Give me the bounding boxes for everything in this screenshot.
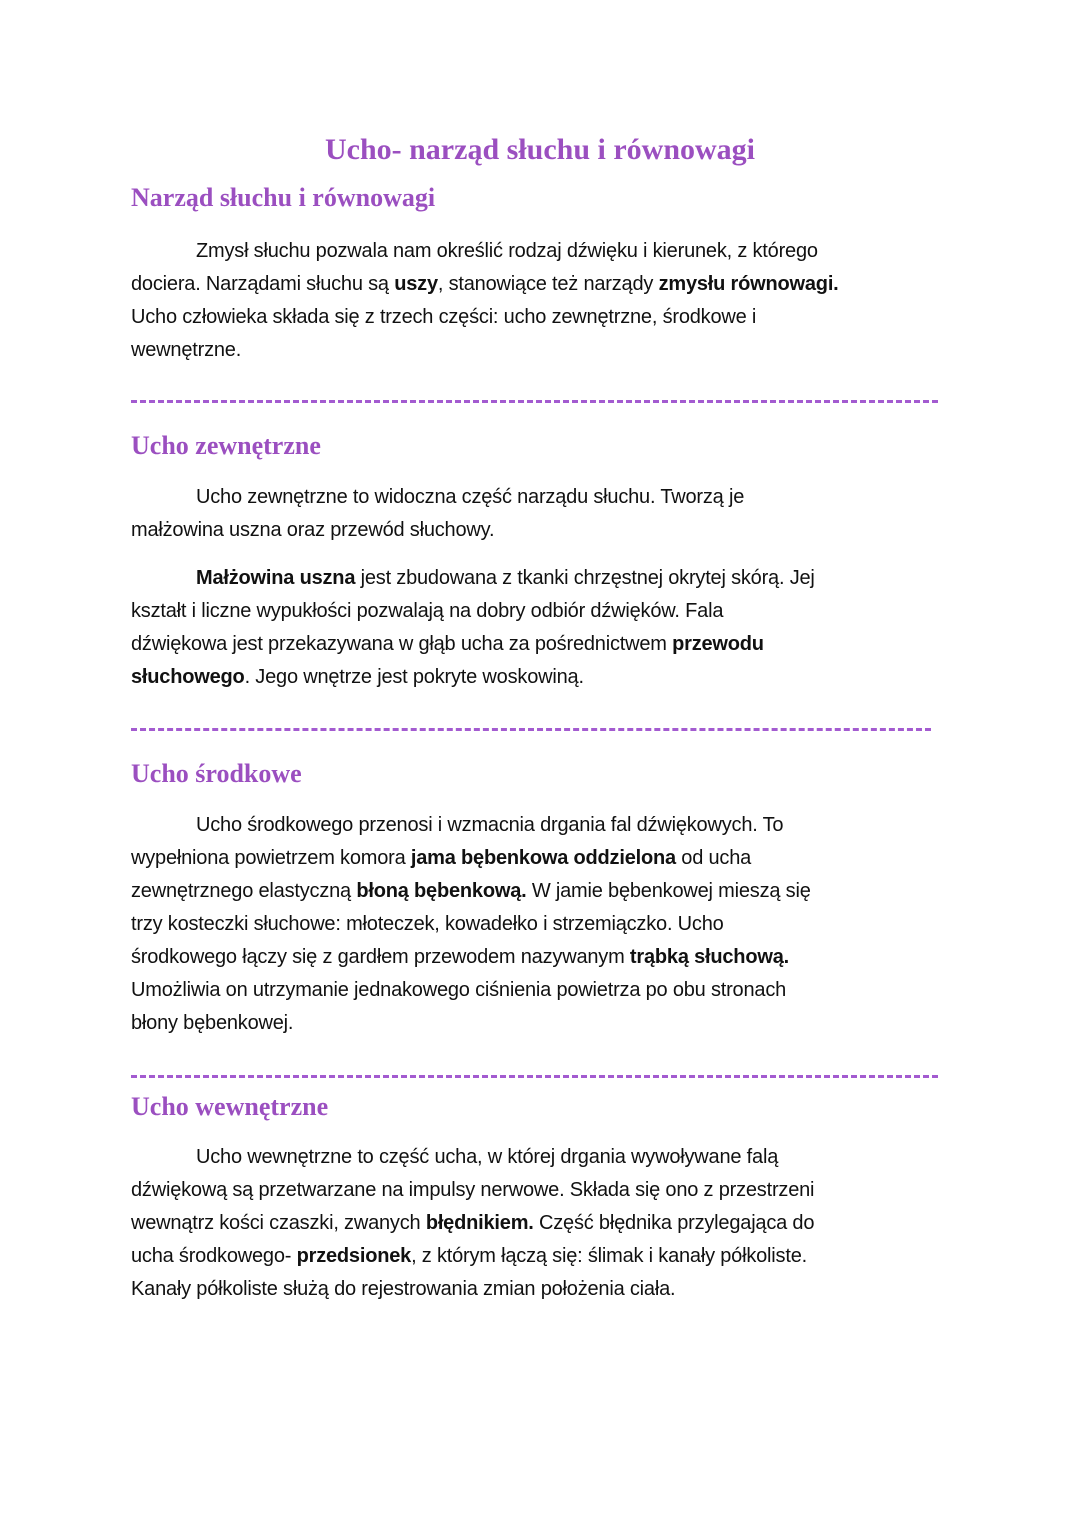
paragraph-line [131, 1245, 807, 1268]
text-run: dociera. Narządami słuchu są [131, 273, 395, 295]
text-run: trzy kosteczki słuchowe: młoteczek, kowadełko i strzemiączko. Ucho [131, 913, 724, 935]
bold-term: zmysłu równowagi. [658, 273, 839, 295]
section-heading: Ucho zewnętrzne [131, 431, 321, 460]
bold-term: błędnikiem. [425, 1212, 534, 1234]
paragraph-line [196, 814, 783, 837]
paragraph-line [131, 600, 723, 623]
dashed-separator [131, 1075, 938, 1078]
paragraph-line [131, 273, 839, 296]
section-heading: Narząd słuchu i równowagi [131, 183, 436, 212]
paragraph-line [131, 847, 751, 870]
text-run: środkowego łączy się z gardłem przewodem nazywanym [131, 946, 630, 968]
paragraph-line [131, 519, 494, 542]
paragraph-line [131, 306, 756, 329]
dashed-separator [131, 728, 931, 731]
bold-term: błoną bębenkową. [356, 880, 527, 902]
text-run: Ucho zewnętrzne to widoczna część narządu słuchu. Tworzą je [196, 486, 745, 508]
paragraph-line [196, 1146, 778, 1169]
paragraph-line [131, 1212, 814, 1235]
text-run: ucha środkowego- [131, 1245, 297, 1267]
section-heading: Ucho środkowe [131, 759, 302, 788]
document-title: Ucho- narząd słuchu i równowagi [324, 133, 756, 166]
text-run: wewnętrzne. [131, 339, 242, 361]
text-run: dźwiękową są przetwarzane na impulsy nerwowe. Składa się ono z przestrzeni [131, 1179, 815, 1201]
text-run: wypełniona powietrzem komora [131, 847, 411, 869]
section-heading: Ucho wewnętrzne [131, 1092, 329, 1121]
text-run: Ucho wewnętrzne to część ucha, w której drgania wywoływane falą [196, 1146, 779, 1168]
paragraph-line [196, 240, 818, 263]
text-run: wewnątrz kości czaszki, zwanych [131, 1212, 426, 1234]
paragraph-line [131, 880, 811, 903]
text-run: od ucha [675, 847, 752, 869]
text-run: Zmysł słuchu pozwala nam określić rodzaj dźwięku i kierunek, z którego [196, 240, 818, 262]
text-run: Ucho człowieka składa się z trzech części: ucho zewnętrzne, środkowe i [131, 306, 757, 328]
paragraph-line [131, 1012, 293, 1035]
text-run: błony bębenkowej. [131, 1012, 294, 1034]
bold-term: trąbką słuchową. [629, 946, 789, 968]
bold-term: Małżowina uszna [196, 567, 356, 589]
text-run: , z którym łączą się: ślimak i kanały półkoliste. [411, 1245, 807, 1267]
text-run: W jamie bębenkowej mieszą się [526, 880, 811, 902]
paragraph-line [131, 1179, 814, 1202]
paragraph-line [196, 567, 815, 590]
bold-term: uszy [394, 273, 438, 295]
text-run: Kanały półkoliste służą do rejestrowania zmian położenia ciała. [131, 1278, 676, 1300]
paragraph-line [131, 1278, 675, 1301]
paragraph-line [131, 339, 241, 362]
text-run: jest zbudowana z tkanki chrzęstnej okrytej skórą. Jej [355, 567, 815, 589]
text-run: zewnętrznego elastyczną [131, 880, 357, 902]
paragraph-line [131, 666, 584, 689]
bold-term: przedsionek [296, 1245, 412, 1267]
text-run: Ucho środkowego przenosi i wzmacnia drgania fal dźwiękowych. To [196, 814, 784, 836]
bold-term: przewodu [672, 633, 764, 655]
text-run: kształt i liczne wypukłości pozwalają na dobry odbiór dźwięków. Fala [131, 600, 724, 622]
text-run: małżowina uszna oraz przewód słuchowy. [131, 519, 495, 541]
bold-term: słuchowego [131, 666, 245, 688]
text-run: Umożliwia on utrzymanie jednakowego ciśnienia powietrza po obu stronach [131, 979, 787, 1001]
text-run: Część błędnika przylegająca do [533, 1212, 815, 1234]
bold-term: jama bębenkowa oddzielona [410, 847, 676, 869]
text-run: . Jego wnętrze jest pokryte woskowiną. [244, 666, 584, 688]
paragraph-line [131, 633, 764, 656]
text-run: dźwiękowa jest przekazywana w głąb ucha za pośrednictwem [131, 633, 673, 655]
dashed-separator [131, 400, 938, 403]
paragraph-line [131, 979, 786, 1002]
paragraph-line [196, 486, 744, 509]
paragraph-line [131, 913, 724, 936]
text-run: , stanowiące też narządy [437, 273, 659, 295]
paragraph-line [131, 946, 789, 969]
